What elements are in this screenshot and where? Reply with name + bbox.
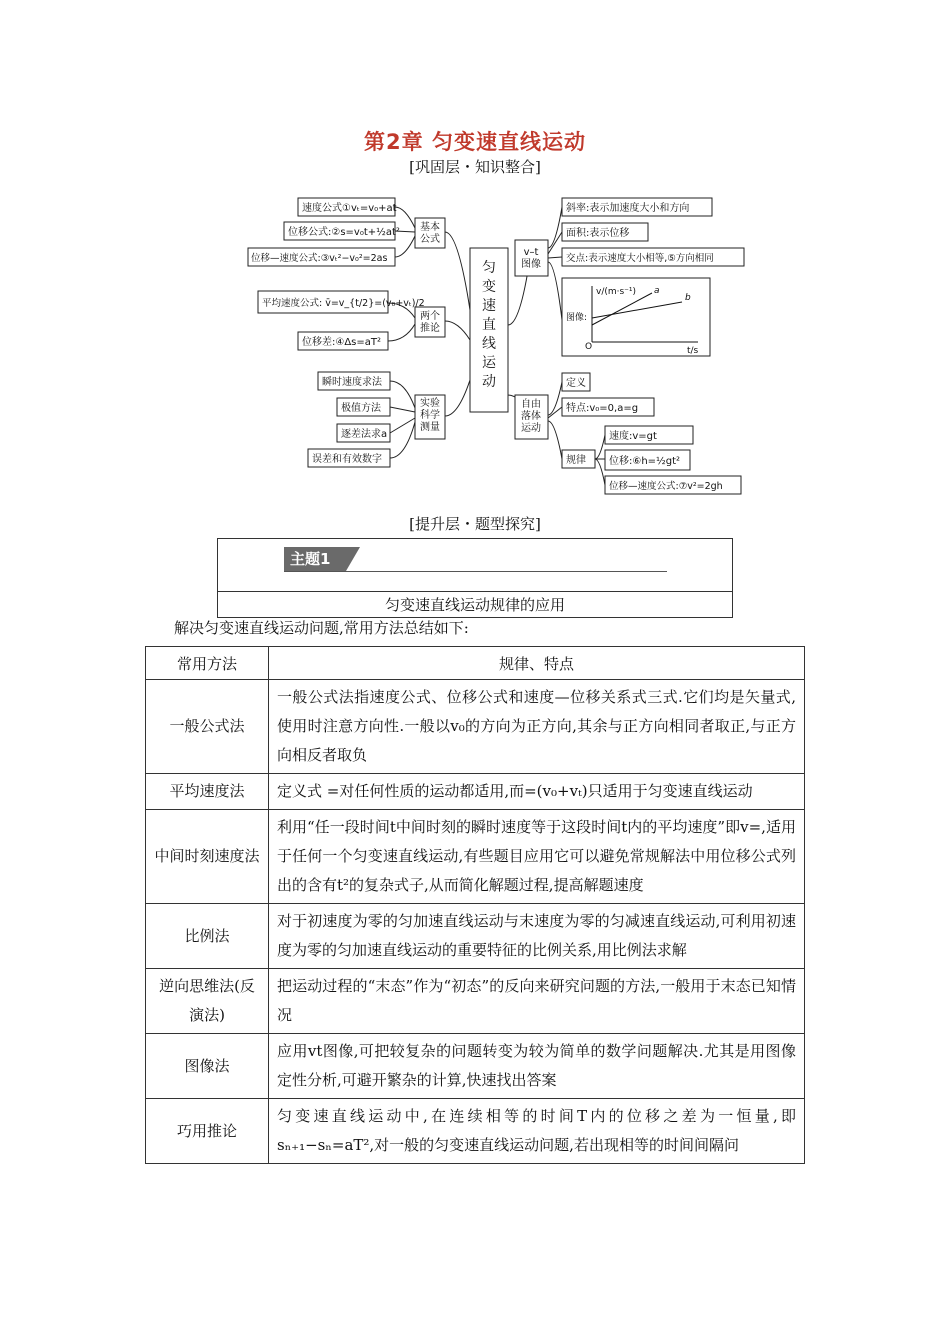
table-row [146,680,805,774]
experiment-item-successive-difference: 逐差法求a [341,429,388,440]
method-name: 图像法 [146,1034,269,1099]
inference-average-velocity: 平均速度公式: v̄=v_{t/2}=(v₀+vₜ)/2 [262,298,425,309]
method-description: 把运动过程的“末态”作为“初态”的反向来研究问题的方法,一般用于末态已知情况 [269,969,805,1034]
table-row [146,1034,805,1099]
methods-table [145,646,805,1164]
law-item-displacement: 位移:⑥h=½gt² [609,456,681,467]
freefall-node: 自由落体运动 [521,399,541,434]
section-heading-consolidate: [巩固层・知识整合] [409,158,541,176]
header-method: 常用方法 [146,647,269,680]
topic-box [217,538,733,618]
experiment-node: 实验科学测量 [420,398,440,433]
freefall-item-definition: 定义 [566,378,586,389]
knowledge-mindmap [240,190,760,500]
freefall-item-feature: 特点:v₀=0,a=g [566,403,639,414]
vt-graph-xlabel: t/s [687,346,699,356]
table-header-row [146,647,805,680]
method-description: 利用“任一段时间t中间时刻的瞬时速度等于这段时间t内的平均速度”即v=,适用于任何一个匀变速直线运动,有些题目应用它可以避免常规解法中用位移公式列出的含有t²的复杂式子,从而简化解题过程,提高解题速度 [269,810,805,904]
vt-item-area: 面积:表示位移 [566,228,630,239]
topic-tag-tail [346,547,360,571]
experiment-item-extreme: 极值方法 [341,403,381,414]
vt-item-intersection: 交点:表示速度大小相等,⑤方向相同 [566,253,714,264]
method-description: 定义式 =对任何性质的运动都适用,而=(v₀+vₜ)只适用于匀变速直线运动 [269,774,805,810]
vt-item-slope: 斜率:表示加速度大小和方向 [566,203,690,214]
intro-text: 解决匀变速直线运动问题,常用方法总结如下: [174,619,469,637]
topic-underline [284,571,667,572]
method-description: 匀变速直线运动中,在连续相等的时间T内的位移之差为一恒量,即sₙ₊₁−sₙ=aT²,对一般的匀变速直线运动问题,若出现相等的时间间隔问 [269,1099,805,1164]
topic-tag: 主题1 [284,547,346,571]
experiment-item-instant-velocity: 瞬时速度求法 [322,377,382,388]
center-topic-node: 匀变速直线运动 [482,260,496,390]
vt-graph-prefix: 图像: [566,313,588,323]
table-row [146,904,805,969]
vt-graph-ylabel: v/(m·s⁻¹) [596,287,637,297]
vt-graph-line-a-label: a [654,286,660,296]
table-row [146,969,805,1034]
method-name: 一般公式法 [146,680,269,774]
method-description: 对于初速度为零的匀加速直线运动与末速度为零的匀减速直线运动,可利用初速度为零的匀加速直线运动的重要特征的比例关系,用比例法求解 [269,904,805,969]
method-name: 平均速度法 [146,774,269,810]
law-item-velocity: 速度:v=gt [609,431,657,442]
basic-formula-velocity: 速度公式①vₜ=v₀+at [302,203,397,214]
experiment-item-error: 误差和有效数字 [312,454,382,465]
method-description: 应用vt图像,可把较复杂的问题转变为较为简单的数学问题解决.尤其是用图像定性分析,可避开繁杂的计算,快速找出答案 [269,1034,805,1099]
inference-displacement-difference: 位移差:④Δs=aT² [302,337,382,348]
section-heading-advance: [提升层・题型探究] [409,515,541,533]
vt-graph-line-b-label: b [685,293,691,303]
vt-graph-node: v–t 图像 [521,247,541,270]
method-name: 逆向思维法(反演法) [146,969,269,1034]
basic-formula-node: 基本公式 [420,222,440,245]
table-row [146,1099,805,1164]
vt-graph-origin: O [585,342,593,352]
basic-formula-displacement: 位移公式:②s=v₀t+½at² [288,227,400,238]
header-description: 规律、特点 [269,647,805,680]
method-name: 比例法 [146,904,269,969]
chapter-title: 第2章 匀变速直线运动 [364,130,586,154]
method-name: 巧用推论 [146,1099,269,1164]
table-row [146,774,805,810]
method-name: 中间时刻速度法 [146,810,269,904]
method-description: 一般公式法指速度公式、位移公式和速度—位移关系式三式.它们均是矢量式,使用时注意方向性.一般以v₀的方向为正方向,其余与正方向相同者取正,与正方向相反者取负 [269,680,805,774]
freefall-law-label: 规律 [566,455,586,466]
table-row [146,810,805,904]
basic-formula-velocity-displacement: 位移—速度公式:③vₜ²−v₀²=2as [251,253,388,264]
inference-node: 两个推论 [420,311,440,334]
law-item-velocity-displacement: 位移—速度公式:⑦v²=2gh [609,481,723,492]
topic-caption: 匀变速直线运动规律的应用 [384,596,565,614]
